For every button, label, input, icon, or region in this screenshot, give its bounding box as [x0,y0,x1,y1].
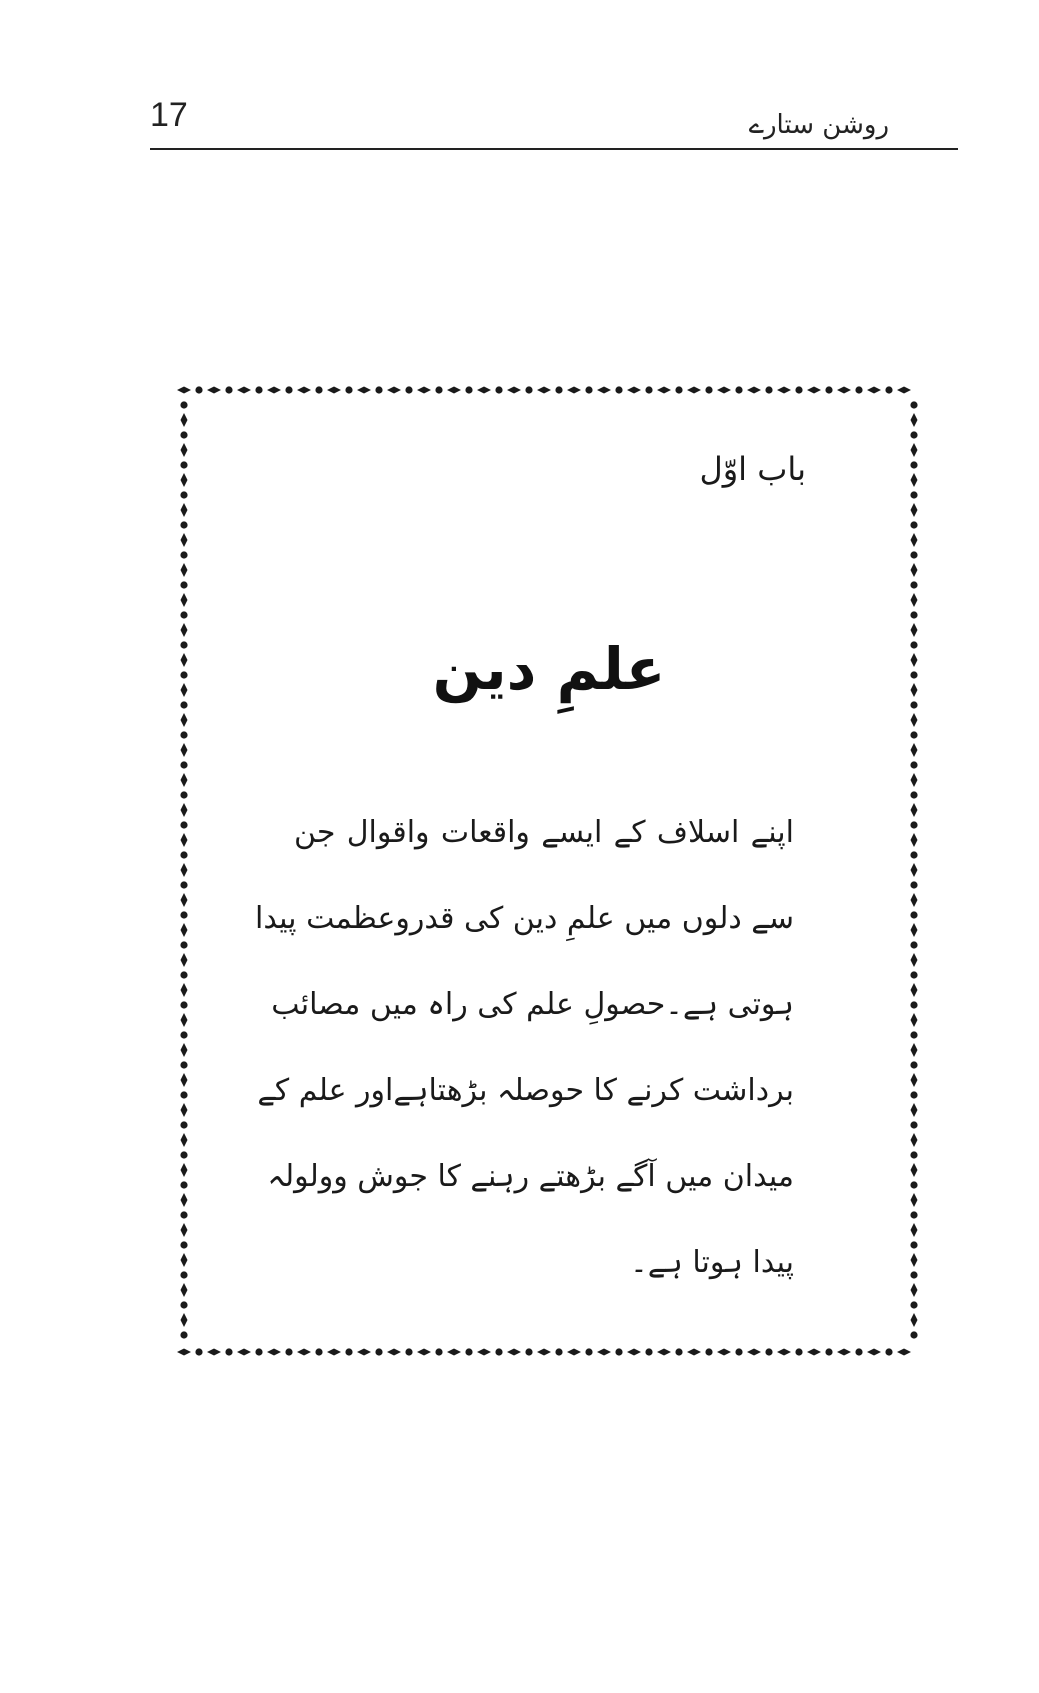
border-dot [345,386,352,393]
border-diamond [837,1349,851,1356]
border-dot [195,1348,202,1355]
border-dot [615,1348,622,1355]
running-title: روشن ستارے [748,110,889,140]
border-diamond [911,413,918,427]
border-diamond [181,593,188,607]
border-diamond [867,1349,881,1356]
border-diamond [897,387,911,394]
border-dot [910,521,917,528]
border-dot [910,491,917,498]
border-diamond [181,773,188,787]
border-dot [180,1031,187,1038]
border-dot [735,386,742,393]
border-diamond [911,713,918,727]
border-diamond [177,387,191,394]
border-dot [255,386,262,393]
border-dot [180,611,187,618]
paragraph-line: اپنے اسلاف کے ایسے واقعات واقوال جن [294,815,794,850]
border-diamond [181,953,188,967]
border-dot [405,386,412,393]
border-dot [910,1331,917,1338]
border-diamond [181,443,188,457]
border-diamond [417,387,431,394]
border-diamond [181,1103,188,1117]
border-dot [465,1348,472,1355]
border-diamond [911,443,918,457]
border-dot [180,731,187,738]
border-diamond [181,1253,188,1267]
paragraph-line: سے دلوں میں علمِ دین کی قدروعظمت پیدا [255,901,794,936]
border-diamond [657,387,671,394]
border-dot [910,911,917,918]
border-diamond [911,743,918,757]
border-diamond [181,1313,188,1327]
paragraph-line: برداشت کرنے کا حوصلہ بڑھتاہےاور علم کے [257,1073,794,1108]
border-diamond [911,1253,918,1267]
border-diamond [181,743,188,757]
border-dot [225,386,232,393]
border-dot [885,1348,892,1355]
border-diamond [477,387,491,394]
border-dot [180,1181,187,1188]
border-dot [910,401,917,408]
border-diamond [237,387,251,394]
border-dot [910,851,917,858]
border-diamond [417,1349,431,1356]
border-dot [180,1271,187,1278]
border-dot [675,1348,682,1355]
border-dot [555,1348,562,1355]
border-dot [180,1121,187,1128]
border-diamond [327,1349,341,1356]
border-dot [180,1301,187,1308]
border-dot [405,1348,412,1355]
border-diamond [911,1313,918,1327]
border-diamond [911,953,918,967]
border-diamond [597,387,611,394]
border-diamond [657,1349,671,1356]
border-dot [910,1271,917,1278]
border-dot [180,881,187,888]
border-diamond [911,473,918,487]
border-dot [825,386,832,393]
border-diamond [537,387,551,394]
border-diamond [687,387,701,394]
border-dot [180,581,187,588]
border-dot [910,1211,917,1218]
border-diamond [357,387,371,394]
border-dot [180,1061,187,1068]
border-diamond [327,387,341,394]
border-diamond [181,923,188,937]
border-diamond [627,387,641,394]
border-dot [910,1241,917,1248]
border-dot [855,1348,862,1355]
border-diamond [777,387,791,394]
border-diamond [387,1349,401,1356]
border-diamond [181,983,188,997]
border-dot [795,1348,802,1355]
border-dot [910,941,917,948]
border-dot [585,386,592,393]
border-diamond [687,1349,701,1356]
border-diamond [911,1013,918,1027]
border-diamond [181,1133,188,1147]
border-diamond [177,1349,191,1356]
border-diamond [897,1349,911,1356]
border-diamond [207,387,221,394]
border-diamond [911,1223,918,1237]
border-dot [910,971,917,978]
border-dot [180,491,187,498]
border-diamond [181,1013,188,1027]
border-diamond [717,1349,731,1356]
border-diamond [181,1073,188,1087]
border-dot [180,1091,187,1098]
border-dot [180,521,187,528]
border-dot [525,1348,532,1355]
border-dot [735,1348,742,1355]
border-diamond [567,387,581,394]
border-diamond [181,563,188,577]
border-diamond [447,1349,461,1356]
border-dot [465,386,472,393]
border-dot [375,1348,382,1355]
page-number: 17 [150,96,188,134]
border-dot [345,1348,352,1355]
border-dot [615,386,622,393]
border-dot [910,1301,917,1308]
border-dot [225,1348,232,1355]
border-dot [910,1181,917,1188]
border-dot [180,1241,187,1248]
border-diamond [267,1349,281,1356]
border-dot [910,1001,917,1008]
border-dot [180,1211,187,1218]
border-dot [375,386,382,393]
border-diamond [237,1349,251,1356]
border-diamond [717,387,731,394]
border-dot [795,386,802,393]
border-dot [285,386,292,393]
border-dot [180,1151,187,1158]
border-dot [675,386,682,393]
border-dot [910,1061,917,1068]
border-dot [705,386,712,393]
border-dot [765,1348,772,1355]
border-diamond [911,1103,918,1117]
border-diamond [911,1133,918,1147]
border-diamond [911,983,918,997]
border-diamond [537,1349,551,1356]
border-diamond [911,773,918,787]
border-dot [180,551,187,558]
border-diamond [597,1349,611,1356]
border-dot [910,1151,917,1158]
border-diamond [207,1349,221,1356]
border-diamond [181,1043,188,1057]
border-dot [285,1348,292,1355]
border-dot [855,386,862,393]
border-diamond [181,533,188,547]
border-dot [910,1031,917,1038]
border-diamond [181,1193,188,1207]
border-dot [180,911,187,918]
border-diamond [181,413,188,427]
border-dot [180,401,187,408]
chapter-label: باب اوّل [699,450,806,488]
paragraph-line: ہوتی ہے۔حصولِ علم کی راہ میں مصائب [271,987,794,1022]
border-diamond [507,1349,521,1356]
border-diamond [477,1349,491,1356]
border-diamond [911,803,918,817]
border-diamond [567,1349,581,1356]
border-dot [180,1331,187,1338]
border-diamond [627,1349,641,1356]
border-dot [180,791,187,798]
border-dot [495,1348,502,1355]
border-diamond [181,713,188,727]
border-dot [910,611,917,618]
border-dot [825,1348,832,1355]
border-diamond [911,1043,918,1057]
border-dot [705,1348,712,1355]
border-diamond [747,387,761,394]
border-dot [315,386,322,393]
border-diamond [807,387,821,394]
header-rule [150,148,958,150]
border-diamond [911,1163,918,1177]
border-diamond [181,863,188,877]
border-dot [585,1348,592,1355]
border-dot [435,386,442,393]
border-diamond [181,1223,188,1237]
chapter-intro-paragraph [255,790,794,1306]
border-diamond [777,1349,791,1356]
border-dot [435,1348,442,1355]
border-dot [180,851,187,858]
border-dot [910,581,917,588]
border-diamond [181,803,188,817]
border-dot [645,1348,652,1355]
border-diamond [357,1349,371,1356]
border-diamond [507,387,521,394]
border-dot [910,821,917,828]
border-diamond [911,533,918,547]
border-dot [180,761,187,768]
border-diamond [297,1349,311,1356]
border-diamond [911,833,918,847]
border-dot [555,386,562,393]
border-dot [180,461,187,468]
border-diamond [837,387,851,394]
border-diamond [181,503,188,517]
border-diamond [447,387,461,394]
border-dot [180,971,187,978]
border-dot [910,551,917,558]
chapter-frame [174,380,924,1362]
border-dot [180,821,187,828]
chapter-title: علمِ دین [432,635,666,703]
border-diamond [387,387,401,394]
border-diamond [181,1283,188,1297]
border-dot [910,761,917,768]
border-diamond [911,1193,918,1207]
border-dot [910,731,917,738]
border-dot [910,461,917,468]
border-dot [910,431,917,438]
border-dot [910,1091,917,1098]
border-diamond [867,387,881,394]
border-dot [645,386,652,393]
paragraph-line: میدان میں آگے بڑھتے رہنے کا جوش وولولہ [267,1159,794,1194]
border-dot [255,1348,262,1355]
border-dot [180,431,187,438]
border-dot [910,791,917,798]
border-diamond [911,1073,918,1087]
border-diamond [911,563,918,577]
border-diamond [911,1283,918,1297]
border-diamond [267,387,281,394]
border-diamond [181,473,188,487]
border-diamond [181,893,188,907]
border-dot [910,1121,917,1128]
border-diamond [747,1349,761,1356]
border-diamond [911,863,918,877]
border-diamond [911,923,918,937]
border-diamond [181,1163,188,1177]
border-dot [315,1348,322,1355]
border-dot [910,881,917,888]
border-diamond [911,593,918,607]
border-dot [885,386,892,393]
border-diamond [807,1349,821,1356]
border-dot [495,386,502,393]
border-dot [195,386,202,393]
border-diamond [297,387,311,394]
border-diamond [181,833,188,847]
border-dot [525,386,532,393]
border-dot [180,1001,187,1008]
border-dot [180,941,187,948]
paragraph-line: پیدا ہوتا ہے۔ [630,1245,794,1280]
border-dot [765,386,772,393]
border-diamond [911,893,918,907]
border-diamond [911,503,918,517]
